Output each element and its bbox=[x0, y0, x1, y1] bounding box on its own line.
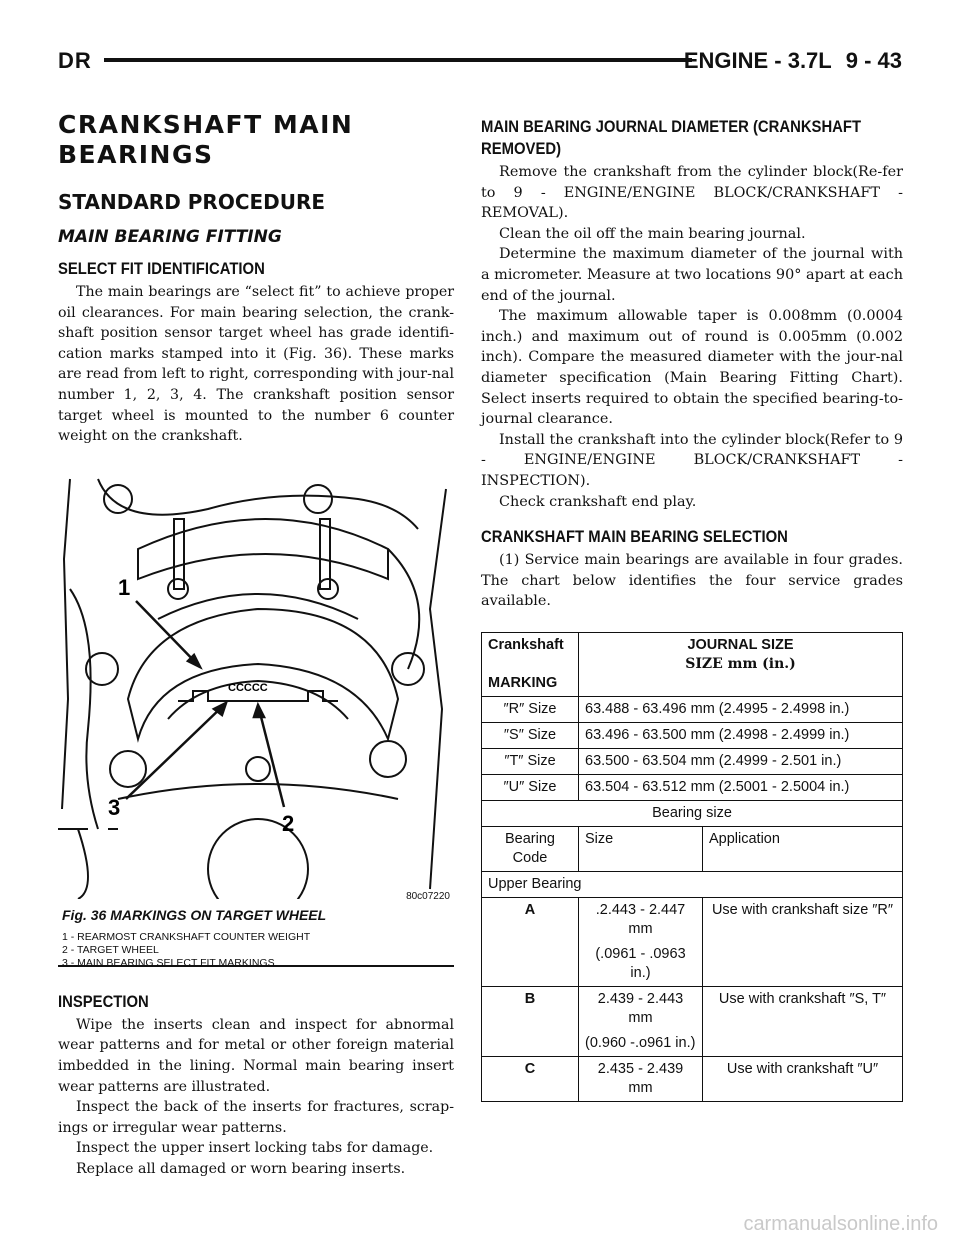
bearing-header-row bbox=[482, 826, 903, 871]
figure-title: Fig. 36 MARKINGS ON TARGET WHEEL bbox=[62, 906, 327, 923]
code-cell: C bbox=[482, 1056, 579, 1101]
select-fit-paragraph: The main bearings are “select fit” to achieve proper oil clearances. For main bearing selection, the crank-shaft position sensor target wheel has grade identifi-cation marks stamped into it (Fig. 36). These marks are read from left to right, corresponding with jour-nal number 1, 2, 3, 4. The crankshaft position sensor target wheel is mounted to the number 6 counter weight on the crankshaft. bbox=[58, 284, 454, 445]
table-row bbox=[482, 897, 903, 986]
header-manual-code: DR bbox=[58, 48, 92, 73]
callout-3: 3 bbox=[108, 794, 121, 820]
header-section-title: ENGINE - 3.7L bbox=[683, 48, 832, 73]
header-crankshaft: Crankshaft bbox=[488, 636, 564, 653]
code-cell: A bbox=[482, 897, 579, 986]
bearing-code-header: Bearing Code bbox=[482, 826, 579, 871]
table-row bbox=[482, 722, 903, 748]
section-title bbox=[58, 110, 454, 170]
inspection-heading: INSPECTION bbox=[58, 992, 149, 1011]
legend-item: 1 - REARMOST CRANKSHAFT COUNTER WEIGHT bbox=[62, 930, 311, 943]
right-column bbox=[481, 110, 903, 1102]
size-mm: 2.435 - 2.439 mm bbox=[597, 1060, 684, 1096]
table-row bbox=[482, 1056, 903, 1101]
header-rule bbox=[104, 58, 692, 62]
journal-diameter-heading: MAIN BEARING JOURNAL DIAMETER (CRANKSHAFT REMOVED) bbox=[481, 118, 862, 158]
size-cell: 63.488 - 63.496 mm (2.4995 - 2.4998 in.) bbox=[579, 696, 903, 722]
mark-cell: ″S″ Size bbox=[482, 722, 579, 748]
bearing-selection-heading: CRANKSHAFT MAIN BEARING SELECTION bbox=[481, 528, 788, 547]
size-cell: 63.496 - 63.500 mm (2.4998 - 2.4999 in.) bbox=[579, 722, 903, 748]
size-cell: 63.504 - 63.512 mm (2.5001 - 2.5004 in.) bbox=[579, 774, 903, 800]
mark-cell: ″U″ Size bbox=[482, 774, 579, 800]
watermark: carmanualsonline.info bbox=[743, 1213, 938, 1235]
journal-paragraph: Determine the maximum diameter of the journal with a micrometer. Measure at two locations 90° apart at each end of the journal. bbox=[481, 246, 903, 304]
upper-bearing-cell: Upper Bearing bbox=[482, 871, 903, 897]
header-journal: JOURNAL SIZE bbox=[687, 636, 794, 653]
size-cell bbox=[579, 897, 703, 986]
mark-cell: ″T″ Size bbox=[482, 748, 579, 774]
legend-item: 3 - MAIN BEARING SELECT FIT MARKINGS bbox=[62, 956, 275, 969]
standard-procedure-heading: STANDARD PROCEDURE bbox=[58, 190, 326, 214]
main-bearing-fitting-heading: MAIN BEARING FITTING bbox=[58, 227, 282, 247]
callout-1: 1 bbox=[118, 574, 131, 600]
size-mm: 2.439 - 2.443 mm bbox=[597, 990, 684, 1026]
inspection-paragraph: Inspect the back of the inserts for fractures, scrap-ings or irregular wear patterns. bbox=[58, 1099, 454, 1136]
bearing-selection-paragraph: (1) Service main bearings are available in four grades. The chart below identifies the four service grades available. bbox=[481, 552, 903, 610]
size-cell bbox=[579, 986, 703, 1056]
mark-cell: ″R″ Size bbox=[482, 696, 579, 722]
legend-item: 2 - TARGET WHEEL bbox=[62, 943, 159, 956]
table-row bbox=[482, 986, 903, 1056]
table-row bbox=[482, 696, 903, 722]
journal-paragraph: Remove the crankshaft from the cylinder block(Re-fer to 9 - ENGINE/ENGINE BLOCK/CRANKSHAFT - REMOVAL). bbox=[481, 164, 903, 222]
table-header-row bbox=[482, 632, 903, 696]
journal-paragraph: Install the crankshaft into the cylinder block(Refer to 9 - ENGINE/ENGINE BLOCK/CRANKSHAFT - INSPECTION). bbox=[481, 431, 903, 489]
size-in: (0.960 -.o961 in.) bbox=[585, 1034, 696, 1051]
header-size-unit: SIZE mm (in.) bbox=[685, 655, 796, 672]
upper-bearing-row bbox=[482, 871, 903, 897]
figure-legend bbox=[62, 931, 310, 970]
journal-paragraph: Clean the oil off the main bearing journal. bbox=[499, 225, 806, 242]
left-column bbox=[58, 110, 454, 1180]
inspection-paragraph: Replace all damaged or worn bearing inserts. bbox=[76, 1160, 406, 1177]
size-in: (.0961 - .0963 in.) bbox=[595, 945, 686, 981]
application-cell: Use with crankshaft ″S, T″ bbox=[703, 986, 903, 1056]
journal-paragraph: The maximum allowable taper is 0.008mm (0.0004 inch.) and maximum out of round is 0.005mm (0.002 inch). Compare the measured diameter with the jour-nal diameter specification (Main Bearing Fitting Chart). Select inserts required to obtain the specified bearing-to-journal clearance. bbox=[481, 308, 903, 428]
table-row bbox=[482, 774, 903, 800]
header-journal-size bbox=[579, 632, 903, 696]
header-marking: MARKING bbox=[488, 674, 558, 691]
application-cell: Use with crankshaft size ″R″ bbox=[703, 897, 903, 986]
bearing-application-header: Application bbox=[703, 826, 903, 871]
figure-code: 80c07220 bbox=[406, 890, 450, 902]
table-row bbox=[482, 748, 903, 774]
size-cell bbox=[579, 1056, 703, 1101]
header-page-number: 9 - 43 bbox=[845, 48, 902, 73]
section-title-line2: BEARINGS bbox=[58, 140, 214, 169]
size-mm: .2.443 - 2.447 mm bbox=[595, 901, 686, 937]
stamp-markings: CCCCC bbox=[228, 681, 268, 694]
bearing-size-cell: Bearing size bbox=[482, 800, 903, 826]
code-cell: B bbox=[482, 986, 579, 1056]
header-crankshaft-marking bbox=[482, 632, 579, 696]
application-cell: Use with crankshaft ″U″ bbox=[703, 1056, 903, 1101]
header-section bbox=[684, 48, 902, 74]
bearing-size-header: Size bbox=[579, 826, 703, 871]
journal-paragraph: Check crankshaft end play. bbox=[499, 493, 697, 510]
bearing-selection-table bbox=[481, 632, 903, 1102]
inspection-paragraph: Inspect the upper insert locking tabs for damage. bbox=[76, 1140, 434, 1157]
select-fit-heading: SELECT FIT IDENTIFICATION bbox=[58, 260, 265, 278]
section-title-line1: CRANKSHAFT MAIN bbox=[58, 110, 354, 139]
size-cell: 63.500 - 63.504 mm (2.4999 - 2.501 in.) bbox=[579, 748, 903, 774]
inspection-paragraph: Wipe the inserts clean and inspect for abnormal wear patterns and for metal or other foreign material imbedded in the lining. Normal main bearing insert wear patterns are illustrated. bbox=[58, 1016, 454, 1095]
target-wheel-illustration bbox=[58, 469, 454, 899]
bearing-size-row bbox=[482, 800, 903, 826]
callout-2: 2 bbox=[282, 810, 295, 836]
figure-36 bbox=[58, 469, 454, 967]
